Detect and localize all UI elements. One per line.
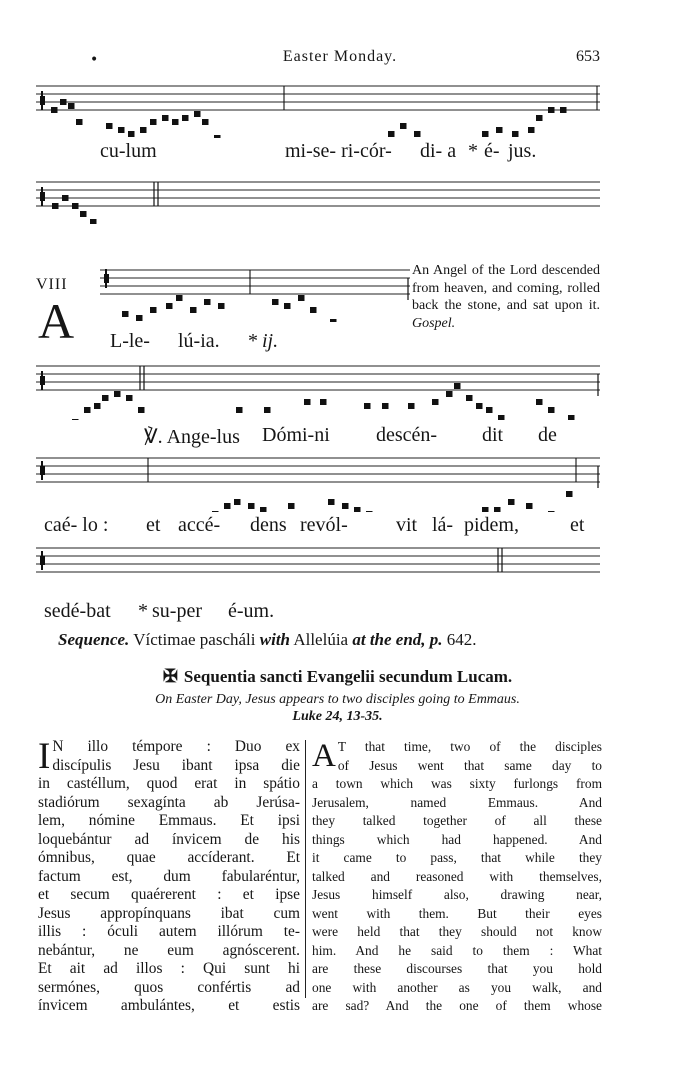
- neume: [310, 307, 317, 313]
- alleluia-initial: A: [38, 293, 75, 349]
- neume: [234, 499, 241, 505]
- neume: [548, 407, 555, 413]
- latin-line: Jesus appropínquans ibat cum: [38, 904, 300, 922]
- neume: [264, 407, 271, 413]
- english-line: T that time, two of the disciples: [337, 739, 602, 754]
- clef-stem: [41, 187, 43, 206]
- neume: [548, 107, 555, 113]
- neume: [528, 127, 535, 133]
- neume: [114, 391, 121, 397]
- column-divider: [305, 740, 306, 998]
- lyric-asterisk-2: *: [248, 330, 258, 352]
- neume: [400, 123, 407, 129]
- chant-staff-2: [36, 174, 600, 224]
- neume: [536, 399, 543, 405]
- neume: [194, 111, 201, 117]
- latin-line: ínvicem ambulántes, et estis: [38, 997, 300, 1014]
- neume: [548, 511, 555, 512]
- neume: [51, 107, 58, 113]
- translation-text: An Angel of the Lord descended from heaven, and coming, rolled back the stone, and sat upon it.: [412, 263, 600, 313]
- neume: [80, 211, 87, 217]
- english-line: a town which was sixty furlongs from: [312, 776, 602, 791]
- neume: [224, 503, 231, 509]
- neume: [498, 415, 505, 420]
- neume: [172, 119, 179, 125]
- neume: [382, 403, 389, 409]
- english-gospel-column: [312, 738, 602, 1016]
- neume: [166, 303, 173, 309]
- neume: [126, 395, 133, 401]
- cross-icon: ✠: [162, 666, 178, 686]
- neume: [482, 507, 489, 512]
- lyric-la: lá-: [432, 514, 454, 536]
- neume: [388, 131, 395, 137]
- clef-stem: [105, 269, 107, 288]
- neume: [122, 311, 129, 317]
- neume: [52, 203, 59, 209]
- english-line: one with another as you walk, and: [312, 979, 602, 995]
- clef-stem: [41, 461, 43, 480]
- english-line: things which had happened. And: [312, 831, 602, 847]
- lyric-descen: descén-: [376, 424, 438, 446]
- sequence-name: Víctimae pascháli: [133, 630, 256, 649]
- latin-line: N illo témpore : Duo ex: [52, 738, 300, 755]
- latin-line: lem, nómine Emmaus. Et ipsi: [38, 812, 300, 829]
- neume: [118, 127, 125, 133]
- neume: [320, 399, 327, 405]
- page-number: 653: [576, 48, 600, 65]
- neume: [304, 399, 311, 405]
- english-line: they talked together of all these: [312, 813, 602, 828]
- neume: [150, 119, 157, 125]
- chant-staff-6: [36, 540, 600, 602]
- neume: [526, 503, 533, 509]
- sequence-label: Sequence.: [58, 630, 130, 649]
- neume: [182, 115, 189, 121]
- gospel-subtitle: On Easter Day, Jesus appears to two disciples going to Emmaus.: [155, 692, 520, 707]
- staff-svg-6: [36, 540, 600, 602]
- chant-staff-5: [36, 450, 600, 512]
- latin-line: in castéllum, quod erat in spátio: [38, 775, 300, 792]
- latin-line: sermónes, quos confértis ad: [38, 978, 300, 996]
- neume: [288, 503, 295, 509]
- neume: [414, 131, 421, 137]
- neume: [72, 419, 79, 420]
- sequence-page: 642.: [446, 630, 477, 649]
- neume: [496, 127, 503, 133]
- neume: [60, 99, 67, 105]
- lyric-mi-se-ri-cor: mi-se- ri-cór-: [285, 140, 392, 162]
- mode-label: VIII: [36, 276, 68, 293]
- latin-line: loquebántur ad ínvicem de his: [38, 830, 300, 848]
- neume: [190, 307, 197, 313]
- neume: [68, 103, 75, 109]
- clef-stem: [41, 551, 43, 570]
- neume: [248, 503, 255, 509]
- lyric-sedebat: sedé-bat: [44, 600, 111, 622]
- neume: [342, 503, 349, 509]
- neume: [150, 307, 157, 313]
- lyric-cu-lum: cu-lum: [100, 140, 157, 162]
- sequence-instruction: [58, 630, 477, 650]
- lyric-domini: Dómi-ni: [262, 424, 330, 446]
- neume: [236, 407, 243, 413]
- neume: [218, 303, 225, 309]
- staff-svg-4: [36, 358, 600, 420]
- gospel-reference: Luke 24, 13-35.: [292, 709, 383, 724]
- neume: [466, 395, 473, 401]
- lyric-ij: ij.: [262, 330, 279, 352]
- lyric-acce: accé-: [178, 514, 221, 536]
- lyric-vit: vit: [396, 514, 418, 536]
- translation-source: Gospel.: [412, 315, 456, 331]
- neume: [366, 511, 373, 512]
- neume: [212, 511, 219, 512]
- lyric-jus: jus.: [508, 140, 537, 162]
- latin-line: factum est, dum fabularéntur,: [38, 867, 300, 885]
- english-line: went with them. But their eyes: [312, 905, 602, 921]
- neume: [446, 391, 453, 397]
- english-line: it came to pass, that while they: [312, 850, 602, 865]
- neume: [568, 415, 575, 420]
- gospel-subtitle-block: [0, 691, 675, 725]
- neume: [298, 295, 305, 301]
- neume: [512, 131, 519, 137]
- neume: [408, 403, 415, 409]
- latin-line: discípulis Jesu ibant ipsa die: [52, 756, 300, 774]
- neume: [494, 507, 501, 512]
- english-line: are sad? And the one of them whose: [312, 998, 602, 1013]
- lyric-v-angelus: ℣. Ange-lus: [144, 426, 240, 448]
- neume: [162, 115, 169, 121]
- neume: [284, 303, 291, 309]
- neume: [328, 499, 335, 505]
- lyric-di-a: di- a: [420, 140, 457, 162]
- chant-staff-1: [36, 78, 600, 138]
- latin-line: stadiórum sexagínta ab Jerúsa-: [38, 793, 300, 811]
- page-header-title: Easter Monday.: [282, 48, 398, 65]
- clef-stem: [41, 371, 43, 390]
- lyric-dit: dit: [482, 424, 504, 446]
- english-line: Jerusalem, named Emmaus. And: [312, 794, 602, 810]
- neume: [214, 135, 221, 138]
- staff-svg-5: [36, 450, 600, 512]
- neume: [72, 203, 79, 209]
- neume: [536, 115, 543, 121]
- neume: [76, 119, 83, 125]
- lyric-et: et: [146, 514, 161, 536]
- english-line: are these discourses that you hold: [312, 961, 602, 976]
- lyric-al-le: L-le-: [110, 330, 150, 352]
- staff-svg-2: [36, 174, 600, 224]
- neume: [106, 123, 113, 129]
- neume: [354, 507, 361, 512]
- neume: [454, 383, 461, 389]
- neume: [138, 407, 145, 413]
- chant-staff-alleluia: [100, 262, 410, 322]
- neume: [128, 131, 135, 137]
- lyric-dens: dens: [250, 514, 287, 536]
- neume: [364, 403, 371, 409]
- neume: [136, 315, 143, 321]
- english-line: were held that they should not know: [312, 924, 602, 939]
- lyric-super: su-per: [152, 600, 202, 622]
- lyric-asterisk-3: *: [138, 600, 148, 622]
- english-line: him. And he said to them : What: [312, 942, 602, 958]
- neume: [432, 399, 439, 405]
- latin-dropcap: I: [38, 736, 51, 777]
- english-line: talked and reasoned with themselves,: [312, 868, 602, 884]
- neume: [140, 127, 147, 133]
- gospel-title: [0, 666, 675, 687]
- sequence-alleluia: Allelúia: [293, 630, 349, 649]
- neume: [202, 119, 209, 125]
- english-dropcap: A: [312, 738, 336, 774]
- latin-line: nebántur, ne eum agnóscerent.: [38, 941, 300, 959]
- neume: [260, 507, 267, 512]
- neume: [84, 407, 91, 413]
- latin-line: ómnibus, quae accíderant. Et: [38, 849, 300, 866]
- lyric-e: é-: [484, 140, 500, 162]
- neume: [272, 299, 279, 305]
- sequence-with: with: [259, 630, 291, 649]
- chant-staff-4: [36, 358, 600, 420]
- latin-line: Et ait ad illos : Qui sunt hi: [38, 960, 300, 977]
- lyric-revol: revól-: [300, 514, 348, 536]
- neume: [204, 299, 211, 305]
- neume: [486, 407, 493, 413]
- alleluia-translation: [412, 262, 600, 332]
- lyric-pidem: pidem,: [464, 514, 519, 536]
- english-line: of Jesus went that same day to: [337, 757, 602, 773]
- gospel-title-text: Sequentia sancti Evangelii secundum Lucam.: [183, 667, 513, 686]
- lyric-eum: é-um.: [228, 600, 275, 622]
- neume: [330, 319, 337, 322]
- neume: [566, 491, 573, 497]
- neume: [94, 403, 101, 409]
- clef-stem: [41, 91, 43, 110]
- lyric-et-2: et: [570, 514, 585, 536]
- header-ornament: •: [90, 52, 99, 68]
- neume: [476, 403, 483, 409]
- neume: [102, 395, 109, 401]
- neume: [482, 131, 489, 137]
- latin-gospel-column: [38, 738, 300, 1016]
- english-line: Jesus himself also, drawing near,: [312, 887, 602, 902]
- latin-line: et secum quaérerent : et ipse: [38, 886, 300, 903]
- neume: [90, 219, 97, 224]
- staff-svg-1: [36, 78, 600, 138]
- neume: [508, 499, 515, 505]
- neume: [176, 295, 183, 301]
- latin-line: illis : óculi autem illórum te-: [38, 923, 300, 940]
- lyric-asterisk: *: [468, 140, 478, 162]
- lyric-caelo: caé- lo :: [44, 514, 109, 536]
- sequence-suffix: at the end, p.: [352, 630, 443, 649]
- staff-svg-3: [100, 262, 410, 322]
- lyric-de: de: [538, 424, 557, 446]
- lyric-lu-ia: lú-ia.: [178, 330, 220, 352]
- neume: [560, 107, 567, 113]
- neume: [62, 195, 69, 201]
